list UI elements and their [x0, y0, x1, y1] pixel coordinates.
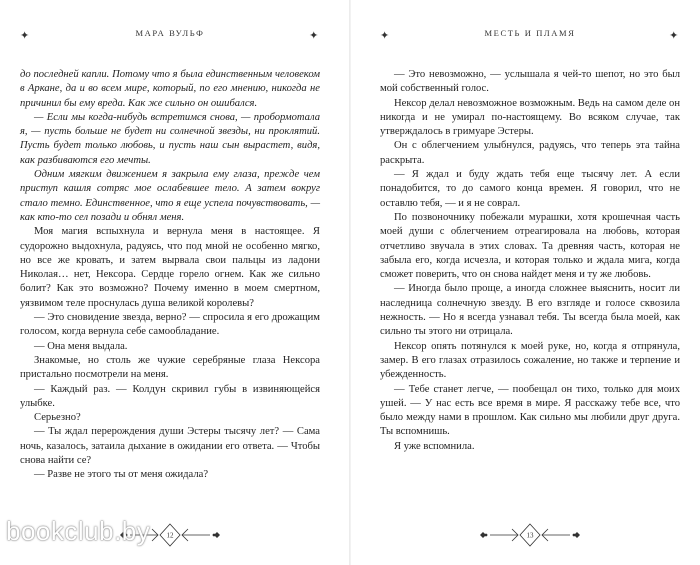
paragraph: — Это сновидение звезда, верно? — спросила я его дрожащим голосом, когда вернула себе самообладание. — [20, 312, 320, 338]
page-number: 12 — [166, 531, 174, 540]
paragraph: — Она меня выдала. — [34, 340, 128, 352]
paragraph: до последней капли. Потому что я была единственным человеком в Аркане, да и во всем мире, который, по его мнению, никогда не причинил бы ему вреда. Как же сильно он ошибался. — [20, 69, 320, 109]
paragraph: Нексор делал невозможное возможным. Ведь на самом деле он никогда и не умирал по-настоящему. Во всяком случае, так утверждалось в гримуаре Эстеры. — [380, 97, 680, 138]
paragraph: Серьезно? — [34, 412, 81, 424]
paragraph: — Я ждал и буду ждать тебя еще тысячу лет. А если понадобится, то до самого конца времен. Я говорил, что не оставлю тебя, — и я не соврал. — [380, 169, 680, 209]
paragraph: — Тебе станет легче, — пообещал он тихо, только для моих ушей. — У нас есть все время в мире. Я расскажу тебе все, что было между нами в прошлом. Как сильно мы любили друг друга. Ты вспомнишь. — [380, 383, 680, 438]
paragraph: — Ты ждал перерождения души Эстеры тысячу лет? — Сама ночь, казалось, затаила дыхание в ожидании его ответа. — Чтобы снова найти се? — [20, 426, 320, 467]
right-page-body — [380, 68, 680, 454]
left-page-body — [20, 68, 320, 483]
paragraph: По позвоночнику побежали мурашки, хотя крошечная часть моей души с облегчением отреагировала на любовь, которая отчетливо звучала в этих словах. Та древняя часть, которая не забыла его, когда исчезла, и которая только и ждала мига, когда сможет поверить, что он снова найдет меня и ту же любовь. — [380, 211, 680, 281]
star-ornament-icon: ✦ — [380, 30, 391, 42]
paragraph: — Иногда было проще, а иногда сложнее выяснить, носит ли наследница солнечную звезду. В его взгляде и голосе сквозила нежность. — Но я всегда узнавал тебя. Ты всегда была моей, как сильно ты этого ни отрицала. — [380, 283, 680, 338]
paragraph: — Разве не этого ты от меня ожидала? — [34, 469, 209, 481]
paragraph: — Это невозможно, — услышала я чей-то шепот, но это был мой собственный голос. — [380, 69, 680, 95]
star-ornament-icon: ✦ — [20, 30, 31, 42]
paragraph: Моя магия вспыхнула и вернула меня в настоящее. Я судорожно выдохнула, радуясь, что под мной не особенно мягко, но все же кровать, и затем вырвала свои пальцы из ладони Николая… нет, Нексора. Сердце горело огнем. Как же сильно болит? Как это возможно? Почему именно в моем смертном, уязвимом теле проснулась душа великой королевы? — [20, 226, 320, 309]
watermark-logo: bookclub.by — [6, 516, 151, 546]
star-ornament-icon: ✦ — [309, 30, 320, 42]
left-page-header — [20, 28, 320, 46]
running-head-author: МАРА ВУЛЬФ — [135, 28, 205, 38]
folio-ornament-icon — [460, 523, 600, 547]
paragraph: Я уже вспомнила. — [394, 440, 475, 452]
paragraph: Знакомые, но столь же чужие серебряные глаза Нексора пристально посмотрели на меня. — [20, 354, 320, 381]
paragraph: — Если мы когда-нибудь встретимся снова, — пробормотала я, — пусть больше не будет ни солнечной звезды, ни проклятий. Пусть будет только любовь, и пусть наш сын вырастет, видя, как разбиваются его мечты. — [20, 111, 320, 166]
right-page-footer-ornament — [380, 523, 680, 547]
star-ornament-icon: ✦ — [669, 30, 680, 42]
paragraph: Нексор опять потянулся к моей руке, но, когда я отпрянула, замер. В его глазах отразилось сожаление, но также и терпение и убежденность. — [380, 340, 680, 381]
page-number: 13 — [526, 531, 534, 540]
paragraph: Одним мягким движением я закрыла ему глаза, прежде чем приступ кашля сотряс мое ослабевшее тело. А затем вокруг стало темно. Единственное, что я еще успела почувствовать, — как кто-то сел позади и обнял меня. — [20, 169, 320, 223]
right-page-header — [380, 28, 680, 46]
paragraph: — Каждый раз. — Колдун скривил губы в извиняющейся улыбке. — [20, 383, 320, 409]
paragraph: Он с облегчением улыбнулся, радуясь, что теперь эта тайна раскрыта. — [380, 140, 680, 166]
page-gutter — [349, 0, 351, 565]
left-page — [20, 28, 320, 553]
running-head-title: МЕСТЬ И ПЛАМЯ — [484, 28, 576, 38]
right-page — [380, 28, 680, 553]
